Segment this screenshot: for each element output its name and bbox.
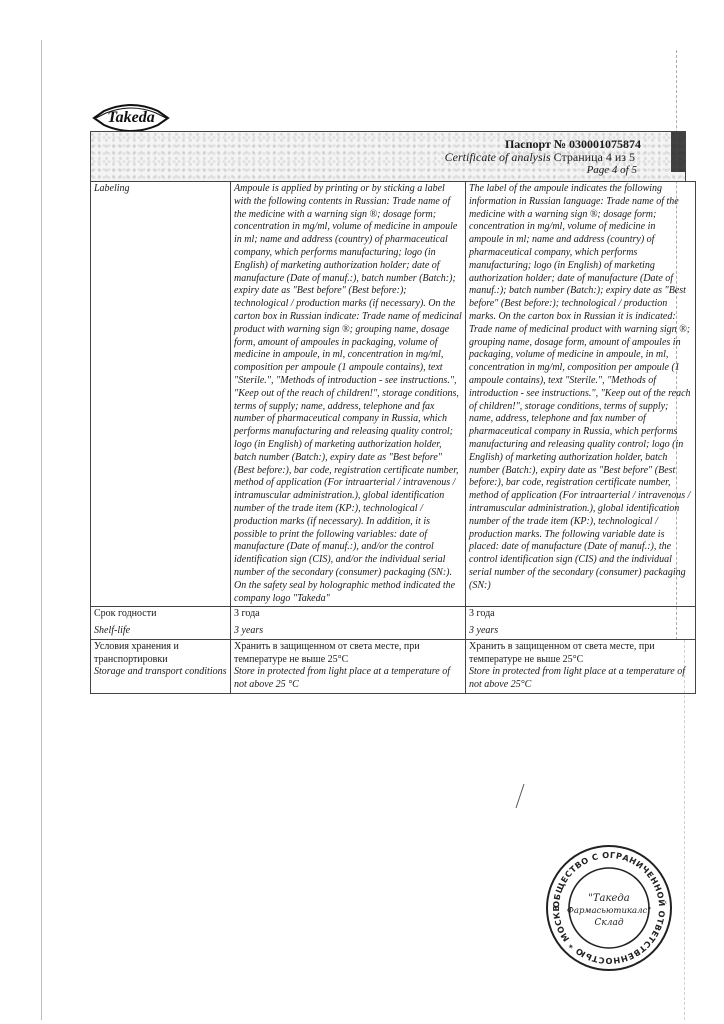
spec-value-en: Store in protected from light place at a temperature of not above 25 °C bbox=[234, 666, 450, 691]
seal-center-line2: Фармасьютикалс" bbox=[566, 906, 652, 916]
result-value-ru: Хранить в защищенном от света месте, при температуре не выше 25°С bbox=[469, 640, 655, 665]
pen-mark bbox=[510, 782, 530, 810]
certificate-table bbox=[90, 181, 696, 694]
passport-number: Паспорт № 030001075874 bbox=[504, 137, 641, 151]
row-label-en: Shelf-life bbox=[94, 625, 131, 637]
scan-artifact bbox=[671, 132, 685, 172]
seal-ring-text: ОБЩЕСТВО С ОГРАНИЧЕННОЙ ОТВЕТСТВЕННОСТЬЮ * МОСКВ bbox=[550, 849, 668, 967]
spec-value-ru: 3 года bbox=[234, 608, 260, 620]
margin-line bbox=[41, 40, 42, 1020]
spec-value-en: 3 years bbox=[234, 625, 264, 637]
seal-center-line3: Склад bbox=[594, 918, 624, 928]
result-value-en: 3 years bbox=[469, 625, 499, 637]
document-header bbox=[90, 131, 686, 181]
row-label-en: Storage and transport conditions bbox=[94, 666, 227, 678]
row-label: Labeling bbox=[91, 182, 231, 607]
table-row-shelf-life bbox=[91, 607, 696, 640]
table-row-storage bbox=[91, 639, 696, 693]
scan-edge-line-lower bbox=[684, 640, 686, 1020]
specification-text: Ampoule is applied by printing or by sticking a label with the following contents in Russian: Trade name of the medicine with a warning sign ®; dosage form; concentration in mg/ml, volume of medicine in ampoule in ml; name and address (country) of pharmaceutical company, which performs manufacturing; logo (in English) of marketing authorization holder; date of manufacture (Date of manuf.:), batch number (Batch:); expiry date as "Best before" (Best before:); technological / production marks (if necessary). On the carton box in Russian indicate: Trade name of medicinal product with warning sign ®; grouping name, dosage form, amount of ampoules in packaging, volume of medicine in ampoule, in ml, concentration in mg/ml, composition per ampoule (1 ampoule contains), text "Sterile.", "Methods of introduction - see instructions.", "Keep out of the reach of children!", storage conditions, terms of supply; name, address, telephone and fax number of pharmaceutical company in Russia, which performs manufacturing and releasing quality control; logo (in English) of marketing authorization holder, batch number (Batch:), expiry date as "Best before" (Best before:), bar code, registration certificate number, method of application (For intraarterial / intravenous / intramuscular administration.), global identification number of the trade item (KP:), technological / production marks (if necessary). In addition, it is possible to print the following variables: date of manufacture (Date of manuf.:), and/or the control identification sign (CIS), and/or the individual serial number of the secondary (consumer) packaging (SN:). On the safety seal by holographic method indicated the company logo "Takeda" bbox=[231, 182, 466, 607]
spec-value-ru: Хранить в защищенном от света месте, при температуре не выше 25°С bbox=[234, 640, 420, 665]
result-text: The label of the ampoule indicates the following information in Russian language: Trade name of the medicine with a warning sign ®; dosage form; concentration in mg/ml, volume of medicine in ampoule in ml; name and address (country) of pharmaceutical company, which performs manufacturing; logo (in English) of marketing authorization holder; date of manufacture (Date of manuf.:); batch number (Batch:); expiry date as "Best before" (Best before:); technological / production marks. On the carton box in Russian it is indicated: Trade name of medicinal product with warning sign ®; grouping name, dosage form, amount of ampoules in packaging, volume of medicine in ampoule, in ml, concentration in mg/ml, composition per ampoule (1 ampoule contains), text "Sterile.", "Methods of introduction - see instructions.", "Keep out of the reach of children!", storage conditions, terms of supply; name, address, telephone and fax number of pharmaceutical company in Russia, which performs manufacturing and releasing quality control; logo (in English) of marketing authorization holder, batch number (Batch:), expiry date as "Best before" (Best before:), bar code, registration certificate number, method of application (For intraarterial / intravenous / intramuscular administration.), global identification number of the trade item (KP:), technological / production marks. The following variable date is placed: date of manufacture (Date of manuf.:), the control identification sign (CIS) and the individual serial number of the secondary (consumer) packaging (SN:) bbox=[466, 182, 696, 607]
table-row-labeling bbox=[91, 182, 696, 607]
certificate-line bbox=[445, 150, 635, 165]
result-value-ru: 3 года bbox=[469, 608, 495, 620]
page-indicator-ru: Страница 4 из 5 bbox=[553, 150, 635, 164]
takeda-logo-text: Takeda bbox=[107, 109, 155, 126]
certificate-title: Certificate of analysis bbox=[444, 150, 551, 164]
row-label-ru: Срок годности bbox=[94, 608, 157, 620]
company-seal bbox=[544, 843, 674, 973]
seal-center-line1: "Такеда bbox=[588, 893, 630, 904]
page-indicator-en: Page 4 of 5 bbox=[586, 164, 637, 176]
row-label-ru: Условия хранения и транспортировки bbox=[94, 640, 179, 665]
result-value-en: Store in protected from light place at a temperature of not above 25°C bbox=[469, 666, 685, 691]
company-seal-graphic bbox=[544, 843, 674, 973]
